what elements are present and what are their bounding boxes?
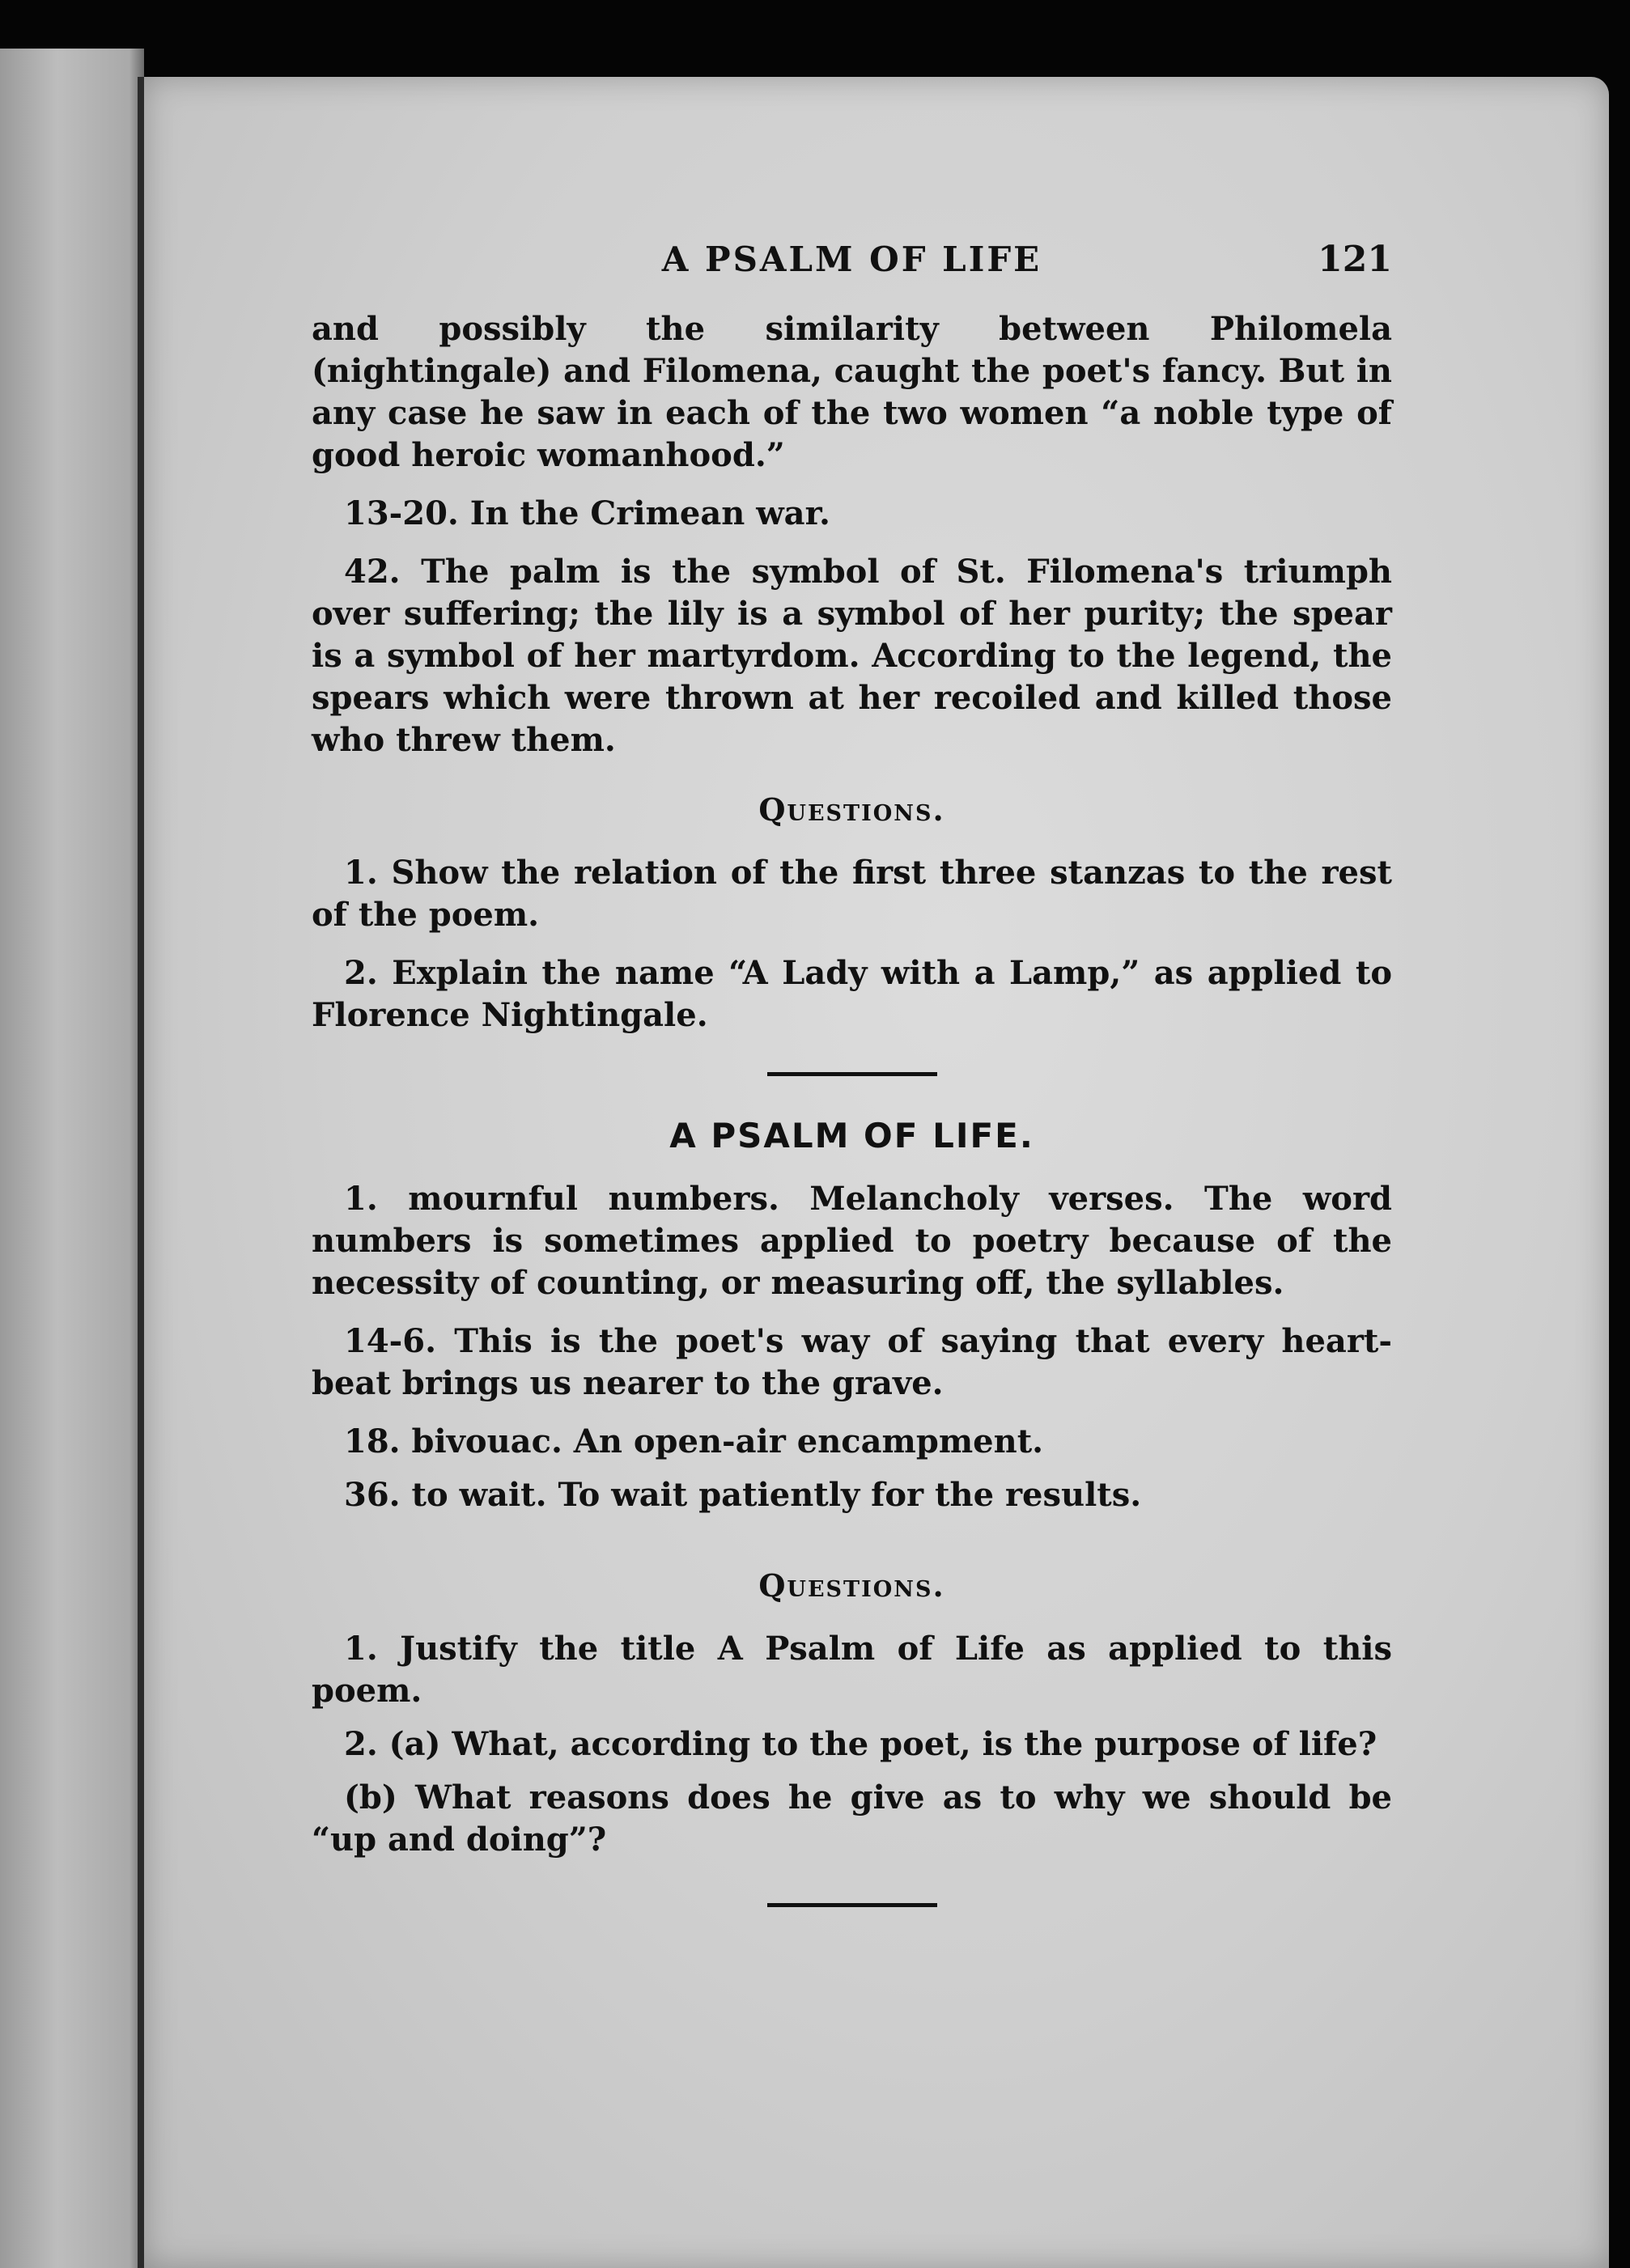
note-42: 42. The palm is the symbol of St. Filomena's triumph over suffering; the lily is a symbol of her purity; the spear is a symbol of her martyrdom. According to the legend, the spears which were thrown at her recoiled and killed those who threw them. (312, 553, 1392, 759)
note-36: 36. to wait. To wait patiently for the results. (344, 1476, 1142, 1514)
note-18: 18. bivouac. An open-air encampment. (344, 1422, 1044, 1460)
questions-heading-2: Questions. (758, 1567, 945, 1604)
running-title: A PSALM OF LIFE (661, 240, 1042, 279)
note-14-6: 14-6. This is the poet's way of saying that every heart-beat brings us nearer to the grave. (312, 1322, 1392, 1402)
page-content (312, 239, 1392, 1946)
question-2-1: 1. Justify the title A Psalm of Life as applied to this poem. (312, 1630, 1392, 1710)
note-13-20: 13-20. In the Crimean war. (344, 494, 830, 532)
questions-heading-1: Questions. (758, 791, 945, 828)
question-2-3: (b) What reasons does he give as to why we should be “up and doing”? (312, 1778, 1392, 1859)
question-1-2: 2. Explain the name “A Lady with a Lamp,” as applied to Florence Nightingale. (312, 954, 1392, 1034)
intro-paragraph: and possibly the similarity between Philomela (nightingale) and Filomena, caught the poet's fancy. But in any case he saw in each of the two women “a noble type of good heroic womanhood.” (312, 310, 1392, 474)
question-2-2: 2. (a) What, according to the poet, is the purpose of life? (344, 1725, 1377, 1763)
scan-left-margin (0, 49, 144, 2268)
section-divider-1 (767, 1072, 937, 1076)
section-title: A PSALM OF LIFE. (669, 1116, 1034, 1155)
note-1: 1. mournful numbers. Melancholy verses. The word numbers is sometimes applied to poetry because of the necessity of counting, or measuring off, the syllables. (312, 1180, 1392, 1302)
page-number: 121 (1318, 239, 1392, 280)
running-head (312, 239, 1392, 295)
section-divider-2 (767, 1903, 937, 1907)
question-1-1: 1. Show the relation of the first three stanzas to the rest of the poem. (312, 854, 1392, 934)
